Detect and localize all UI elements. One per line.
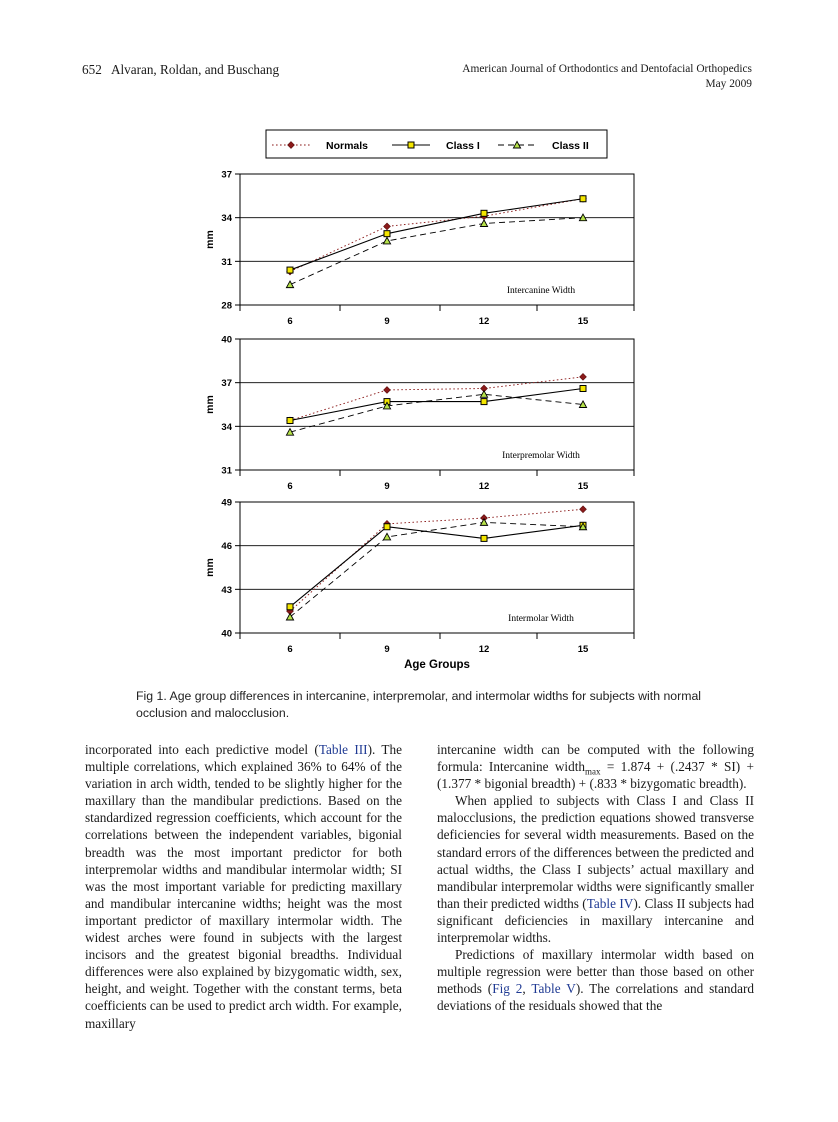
x-tick-label: 6 (287, 316, 293, 327)
legend-marker-square (408, 142, 414, 148)
data-point-normals (384, 387, 391, 394)
paragraph: Predictions of maxillary intermolar width based on multiple regression were better than those based on other methods (Fig 2, Table V). The correlations and standard deviations of the residuals showed that the (437, 947, 754, 1014)
data-point-class-i (384, 524, 390, 530)
data-point-class-i (384, 231, 390, 237)
panel-title: Interpremolar Width (502, 451, 580, 461)
series-line-class-i (290, 199, 583, 270)
x-tick-label: 12 (478, 644, 490, 655)
y-tick-label: 40 (221, 628, 232, 640)
data-point-class-ii (480, 519, 487, 526)
page-number: 652 (82, 62, 102, 77)
y-tick-label: 43 (221, 584, 232, 596)
y-tick-label: 49 (221, 497, 232, 509)
legend-label: Class I (446, 140, 480, 152)
data-point-class-i (481, 210, 487, 216)
y-tick-label: 37 (221, 169, 232, 181)
x-tick-label: 15 (577, 316, 589, 327)
y-axis-label: mm (204, 558, 216, 577)
data-point-class-ii (480, 220, 487, 227)
series-line-normals (290, 377, 583, 421)
data-point-normals (580, 373, 587, 380)
x-tick-label: 12 (478, 316, 490, 327)
x-tick-label: 9 (384, 644, 390, 655)
x-tick-label: 15 (577, 481, 589, 492)
series-line-normals (290, 509, 583, 611)
series-line-class-ii (290, 522, 583, 617)
data-point-normals (580, 506, 587, 513)
panel-title: Intermolar Width (508, 614, 574, 624)
data-point-class-i (287, 604, 293, 610)
x-tick-label: 15 (577, 644, 589, 655)
table-iv-link[interactable]: Table IV (586, 895, 634, 911)
data-point-class-i (287, 418, 293, 424)
paragraph: incorporated into each predictive model (Table III). The multiple correlations, which explained 36% to 64% of the variation in arch width, tended to be slightly higher for the maxillary than the mandibular predictions. Based on the standardized regression coefficients, which account for the correlations between the independent variables, bigonial breadth was the most important predictor for both interpremolar widths and mandibular intermolar width; SI was the most important variable for predicting maxillary and mandibular intercanine widths; height was the most important predictor of maxillary intermolar width. The widest arches were found in subjects with the largest incisors and the greatest bigonial breadths. Individual differences were also explained by bizygomatic width, sex, height, and weight. Together with the constant terms, beta coefficients can be used to predict arch width. For example, maxillary (85, 742, 402, 1031)
table-v-link[interactable]: Table V (531, 981, 576, 997)
data-point-class-ii (383, 533, 390, 540)
x-tick-label: 9 (384, 316, 390, 327)
paragraph: When applied to subjects with Class I and Class II malocclusions, the prediction equations showed transverse deficiencies for several width measurements. Based on the standard errors of the differences between the predicted and actual widths, the Class I subjects’ actual maxillary and mandibular interpremolar widths were significantly smaller than their predicted widths (Table IV). Class II subjects had significant deficiencies in maxillary intercanine and interpremolar widths. (437, 793, 755, 946)
y-tick-label: 34 (221, 213, 232, 225)
figure-caption: Fig 1. Age group differences in intercanine, interpremolar, and intermolar widths for subjects with normal occlusion and malocclusion. (136, 689, 702, 720)
y-axis-label: mm (204, 395, 216, 414)
legend-label: Class II (552, 140, 589, 152)
y-tick-label: 31 (221, 465, 232, 477)
x-tick-label: 9 (384, 481, 390, 492)
x-axis-label: Age Groups (404, 659, 470, 671)
chart-panel-2 (204, 335, 634, 493)
issue-date: May 2009 (705, 78, 752, 90)
series-line-class-i (290, 388, 583, 420)
y-tick-label: 40 (221, 334, 232, 346)
fig-2-link[interactable]: Fig 2 (492, 981, 523, 997)
series-line-normals (290, 199, 583, 272)
plot-frame (240, 502, 634, 633)
data-point-class-i (580, 385, 586, 391)
paragraph: intercanine width can be computed with the following formula: Intercanine width$_{max}$ = 1.874 + (.2437 * SI) + (1.377 * bigonial breadth) + (.833 * bizygomatic breadth). (437, 742, 754, 792)
series-line-class-i (290, 525, 583, 607)
table-iii-link[interactable]: Table III (318, 742, 368, 757)
data-point-class-ii (383, 237, 390, 244)
chart-legend (266, 130, 607, 158)
y-tick-label: 31 (221, 256, 232, 268)
x-tick-label: 6 (287, 644, 293, 655)
data-point-class-ii (286, 281, 293, 288)
running-authors: Alvaran, Roldan, and Buschang (110, 62, 280, 77)
y-axis-label: mm (204, 230, 216, 249)
data-point-class-ii (480, 391, 487, 398)
y-tick-label: 37 (221, 378, 232, 390)
data-point-class-i (287, 267, 293, 273)
chart-panel-1 (204, 170, 634, 328)
y-tick-label: 46 (221, 541, 232, 553)
panel-title: Intercanine Width (506, 286, 576, 296)
body-column-left (85, 741, 402, 1032)
data-point-class-i (580, 196, 586, 202)
data-point-class-i (481, 535, 487, 541)
journal-title: American Journal of Orthodontics and Dentofacial Orthopedics (462, 63, 752, 75)
body-column-right (437, 741, 754, 1015)
data-point-class-i (481, 399, 487, 405)
data-point-normals (384, 223, 391, 230)
chart-panel-3 (204, 498, 634, 672)
y-tick-label: 28 (221, 300, 232, 312)
x-tick-label: 12 (478, 481, 490, 492)
y-tick-label: 34 (221, 421, 232, 433)
legend-label: Normals (326, 140, 369, 152)
x-tick-label: 6 (287, 481, 293, 492)
